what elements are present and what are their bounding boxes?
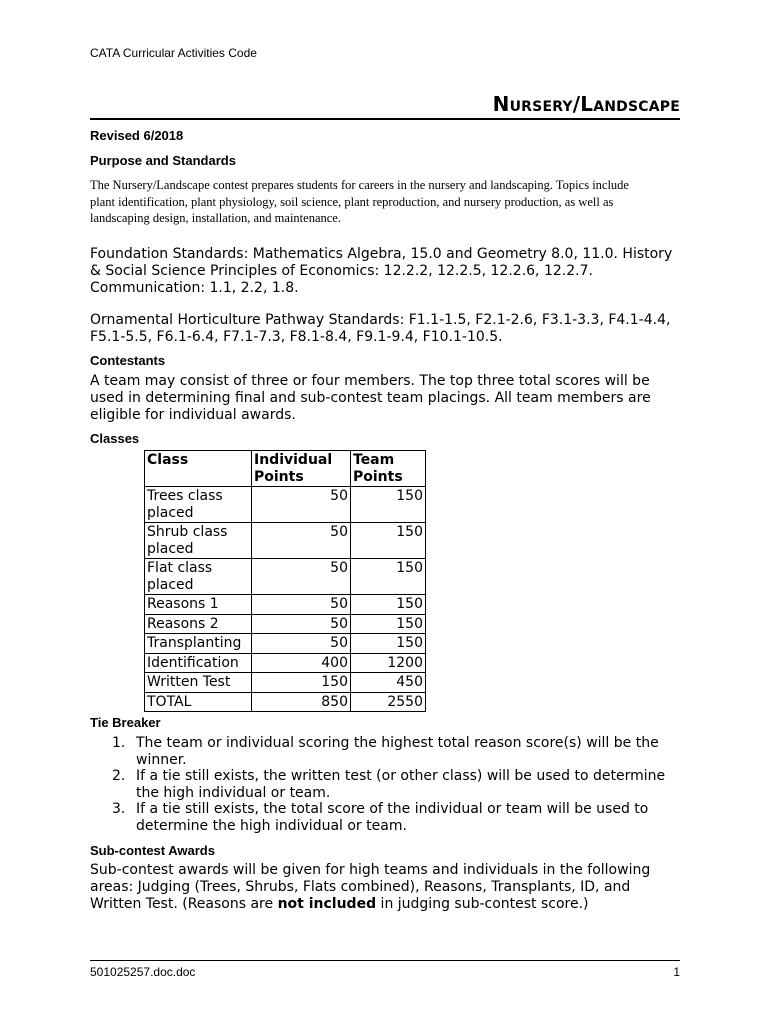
individual-points: 850 [252, 692, 351, 712]
sub-contest-text-end: in judging sub-contest score.) [376, 896, 589, 912]
table-row [145, 487, 426, 523]
list-item-text: If a tie still exists, the total score of the individual or team will be used to determine the high individual or team. [136, 801, 649, 834]
team-points: 450 [351, 673, 426, 693]
team-points: 150 [351, 559, 426, 595]
class-name: Written Test [145, 673, 252, 693]
running-header: CATA Curricular Activities Code [90, 46, 257, 60]
title-divider [90, 118, 680, 120]
class-name: Shrub class placed [145, 523, 252, 559]
individual-points: 150 [252, 673, 351, 693]
class-name: TOTAL [145, 692, 252, 712]
classes-heading: Classes [90, 431, 140, 446]
contestants-heading: Contestants [90, 353, 166, 368]
list-item-text: If a tie still exists, the written test (or other class) will be used to determine the high individual or team. [136, 768, 666, 801]
individual-points: 50 [252, 614, 351, 634]
team-points: 1200 [351, 653, 426, 673]
pathway-standards: Ornamental Horticulture Pathway Standards: F1.1-1.5, F2.1-2.6, F3.1-3.3, F4.1-4.4, F5.1-5.5, F6.1-6.4, F7.1-7.3, F8.1-8.4, F9.1-9.4, F10.1-10.5. [90, 312, 671, 345]
col-header-class: Class [145, 451, 252, 487]
footer-filename: 501025257.doc.doc [90, 965, 196, 979]
classes-table [144, 450, 426, 712]
list-item-number: 2. [112, 768, 126, 784]
purpose-intro: The Nursery/Landscape contest prepares students for careers in the nursery and landscaping. Topics include plant identification, plant physiology, soil science, plant reproduction, and nursery production, as well as landscaping design, installation, and maintenance. [90, 178, 629, 225]
table-header-row [145, 451, 426, 487]
class-name: Reasons 1 [145, 595, 252, 615]
list-item-text: The team or individual scoring the highest total reason score(s) will be the winner. [136, 735, 659, 768]
table-row [145, 673, 426, 693]
page-title: Nursery/Landscape [492, 92, 680, 116]
revised-date: Revised 6/2018 [90, 128, 184, 143]
table-row [145, 653, 426, 673]
col-header-team-points: Team Points [351, 451, 426, 487]
tie-breaker-heading: Tie Breaker [90, 715, 161, 730]
col-header-individual-points: Individual Points [252, 451, 351, 487]
contestants-text: A team may consist of three or four members. The top three total scores will be used in determining final and sub-contest team placings. All team members are eligible for individual awards. [90, 373, 651, 423]
list-item-number: 1. [112, 735, 126, 751]
class-name: Reasons 2 [145, 614, 252, 634]
team-points: 150 [351, 634, 426, 654]
foundation-standards: Foundation Standards: Mathematics Algebra, 15.0 and Geometry 8.0, 11.0. History & Social Science Principles of Economics: 12.2.2, 12.2.5, 12.2.6, 12.2.7. Communication: 1.1, 2.2, 1.8. [90, 246, 673, 296]
table-row [145, 634, 426, 654]
individual-points: 50 [252, 487, 351, 523]
list-item [112, 735, 672, 768]
sub-contest-emphasis: not included [277, 896, 377, 912]
individual-points: 50 [252, 595, 351, 615]
individual-points: 50 [252, 559, 351, 595]
sub-contest-text-start: Sub-contest awards will be given for high teams and individuals in the following areas: Judging (Trees, Shrubs, Flats combined), Reasons, Transplants, ID, and Written Test. (Reasons are [90, 862, 651, 912]
class-name: Transplanting [145, 634, 252, 654]
class-name: Trees class placed [145, 487, 252, 523]
table-row [145, 559, 426, 595]
team-points: 150 [351, 614, 426, 634]
list-item-number: 3. [112, 801, 126, 817]
team-points: 150 [351, 523, 426, 559]
list-item [112, 801, 672, 834]
team-points: 150 [351, 487, 426, 523]
purpose-heading: Purpose and Standards [90, 153, 236, 168]
list-item [112, 768, 672, 801]
table-row [145, 523, 426, 559]
team-points: 2550 [351, 692, 426, 712]
table-row-total [145, 692, 426, 712]
sub-contest-heading: Sub-contest Awards [90, 843, 215, 858]
class-name: Flat class placed [145, 559, 252, 595]
individual-points: 50 [252, 523, 351, 559]
individual-points: 50 [252, 634, 351, 654]
class-name: Identification [145, 653, 252, 673]
footer-divider [90, 960, 680, 961]
table-row [145, 614, 426, 634]
team-points: 150 [351, 595, 426, 615]
sub-contest-text [90, 862, 680, 913]
tie-breaker-list [112, 735, 672, 834]
table-row [145, 595, 426, 615]
individual-points: 400 [252, 653, 351, 673]
page-number: 1 [673, 965, 680, 979]
